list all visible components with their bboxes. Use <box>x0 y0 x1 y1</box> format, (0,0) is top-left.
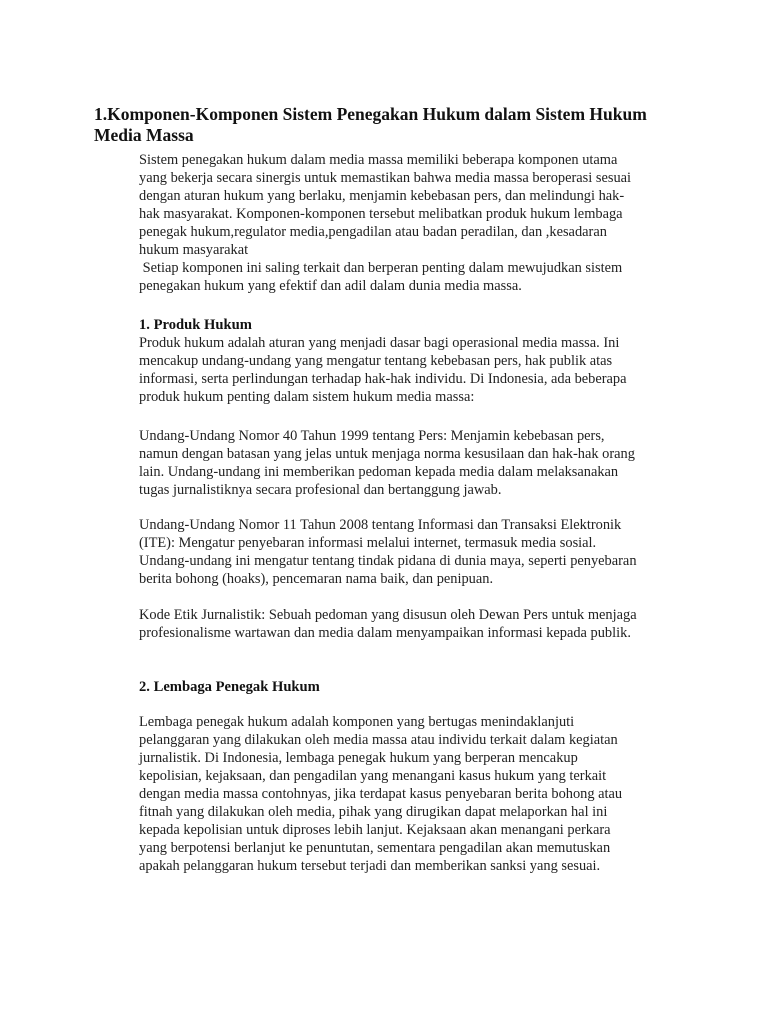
text-line: (ITE): Mengatur penyebaran informasi melalui internet, termasuk media sosial. <box>139 535 597 551</box>
text-line: lain. Undang-undang ini memberikan pedoman kepada media dalam melaksanakan <box>139 464 619 480</box>
text-line: penegakan hukum yang efektif dan adil dalam dunia media massa. <box>139 278 522 294</box>
text-line: tugas jurnalistiknya secara profesional dan bertanggung jawab. <box>139 482 502 498</box>
text-line: hak masyarakat. Komponen-komponen tersebut melibatkan produk hukum lembaga <box>139 206 623 222</box>
text-line: penegak hukum,regulator media,pengadilan atau badan peradilan, dan ,kesadaran <box>139 224 607 240</box>
text-line: Setiap komponen ini saling terkait dan berperan penting dalam mewujudkan sistem <box>139 260 623 276</box>
lembaga-penegak-hukum-paragraph <box>139 713 659 875</box>
section-heading-lembaga-penegak-hukum: 2. Lembaga Penegak Hukum <box>139 679 320 695</box>
text-line: hukum masyarakat <box>139 242 249 258</box>
uu-ite-paragraph <box>139 516 659 588</box>
title-line: 1.Komponen-Komponen Sistem Penegakan Hukum dalam Sistem Hukum <box>94 104 647 124</box>
text-line: fitnah yang dilakukan oleh media, pihak yang dirugikan dapat melaporkan hal ini <box>139 804 608 820</box>
text-line: kepolisian, kejaksaan, dan pengadilan yang menangani kasus hukum yang terkait <box>139 768 607 784</box>
text-line: kepada kepolisian untuk diproses lebih lanjut. Kejaksaan akan menangani perkara <box>139 822 611 838</box>
text-line: apakah pelanggaran hukum tersebut terjadi dan memberikan sanksi yang sesuai. <box>139 858 601 874</box>
text-line: namun dengan batasan yang jelas untuk menjaga norma kesusilaan dan hak-hak orang <box>139 446 635 462</box>
produk-hukum-paragraph <box>139 334 659 406</box>
intro-paragraph <box>139 151 659 295</box>
text-line: produk hukum penting dalam sistem hukum media massa: <box>139 389 475 405</box>
text-line: dengan aturan hukum yang berlaku, menjamin kebebasan pers, dan melindungi hak- <box>139 188 625 204</box>
title-line: Media Massa <box>94 125 194 145</box>
text-line: Produk hukum adalah aturan yang menjadi dasar bagi operasional media massa. Ini <box>139 335 620 351</box>
text-line: Sistem penegakan hukum dalam media massa memiliki beberapa komponen utama <box>139 152 618 168</box>
text-line: Lembaga penegak hukum adalah komponen yang bertugas menindaklanjuti <box>139 714 575 730</box>
kode-etik-paragraph <box>139 606 659 642</box>
document-title <box>94 104 694 146</box>
text-line: jurnalistik. Di Indonesia, lembaga penegak hukum yang berperan mencakup <box>139 750 578 766</box>
text-line: berita bohong (hoaks), pencemaran nama baik, dan penipuan. <box>139 571 494 587</box>
text-line: Kode Etik Jurnalistik: Sebuah pedoman yang disusun oleh Dewan Pers untuk menjaga <box>139 607 637 623</box>
text-line: dengan media massa contohnyas, jika terdapat kasus penyebaran berita bohong atau <box>139 786 623 802</box>
text-line: yang berpotensi berlanjut ke penuntutan, sementara pengadilan akan memutuskan <box>139 840 611 856</box>
text-line: yang bekerja secara sinergis untuk memastikan bahwa media massa beroperasi sesuai <box>139 170 632 186</box>
text-line: profesionalisme wartawan dan media dalam menyampaikan informasi kepada publik. <box>139 625 631 641</box>
text-line: Undang-Undang Nomor 11 Tahun 2008 tentang Informasi dan Transaksi Elektronik <box>139 517 622 533</box>
text-line: Undang-Undang Nomor 40 Tahun 1999 tentang Pers: Menjamin kebebasan pers, <box>139 428 605 444</box>
uu-pers-paragraph <box>139 427 659 499</box>
text-line: Undang-undang ini mengatur tentang tindak pidana di dunia maya, seperti penyebaran <box>139 553 637 569</box>
text-line: pelanggaran yang dilakukan oleh media massa atau individu terkait dalam kegiatan <box>139 732 618 748</box>
section-heading-produk-hukum: 1. Produk Hukum <box>139 317 252 333</box>
text-line: informasi, serta perlindungan terhadap hak-hak individu. Di Indonesia, ada beberapa <box>139 371 627 387</box>
text-line: mencakup undang-undang yang mengatur tentang kebebasan pers, hak publik atas <box>139 353 613 369</box>
